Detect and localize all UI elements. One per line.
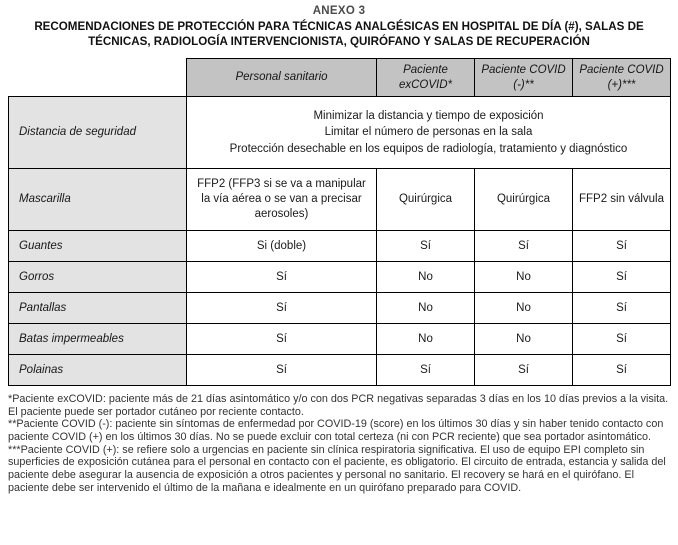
- distance-guidelines-cell: [187, 97, 671, 169]
- recommendations-table: [8, 58, 671, 386]
- row-label: Batas impermeables: [9, 324, 187, 355]
- row-label: Pantallas: [9, 293, 187, 324]
- footnote-covid-positivo: ***Paciente COVID (+): se refiere solo a urgencias en paciente sin clínica respiratoria significativa. El uso de equipo EPI completo sin superficies de exposición cutánea para el personal en contacto con el paciente, es obligatorio. El circuito de entrada, estancia y salida del paciente debe asegurar la ausencia de exposición a otros pacientes y personal no sanitario. El recovery se hará en el quirófano. El paciente debe ser intervenido el último de la mañana e idealmente en un quirófano preparado para COVID.: [8, 443, 666, 494]
- table-cell: No: [377, 293, 475, 324]
- table-cell: Sí: [377, 231, 475, 262]
- guideline-line: Minimizar la distancia y tiempo de exposición: [313, 109, 544, 122]
- table-cell: No: [475, 293, 573, 324]
- footnote-covid-negativo: **Paciente COVID (-): paciente sin síntomas de enfermedad por COVID-19 (score) en los últimos 30 días y sin haber tenido contacto con paciente COVID (+) en los últimos 30 días. No se puede excluir con total certeza (ni con PCR reciente) que sea portador asintomático.: [8, 418, 664, 443]
- table-cell: Quirúrgica: [377, 169, 475, 231]
- table-cell: Sí: [475, 231, 573, 262]
- footnotes-block: [8, 393, 670, 494]
- row-label: Distancia de seguridad: [9, 97, 187, 169]
- table-cell: Si (doble): [187, 231, 377, 262]
- table-cell: Sí: [573, 293, 671, 324]
- col-header-paciente-covid-negativo: Paciente COVID (-)**: [475, 59, 573, 97]
- table-cell: Sí: [187, 355, 377, 386]
- footnote-excovid: *Paciente exCOVID: paciente más de 21 días asintomático y/o con dos PCR negativas separadas 3 días en los 10 días previos a la visita. El paciente puede ser portador cutáneo por reciente contacto.: [8, 393, 669, 418]
- table-cell: Sí: [187, 324, 377, 355]
- annex-label: ANEXO 3: [312, 5, 366, 17]
- table-cell: Quirúrgica: [475, 169, 573, 231]
- col-header-paciente-excovid: Paciente exCOVID*: [377, 59, 475, 97]
- table-row-polainas: [9, 355, 671, 386]
- table-cell: Sí: [573, 231, 671, 262]
- table-cell: No: [475, 262, 573, 293]
- table-cell: Sí: [573, 324, 671, 355]
- table-cell: No: [475, 324, 573, 355]
- table-cell: Sí: [573, 262, 671, 293]
- table-cell: Sí: [187, 293, 377, 324]
- row-label: Guantes: [9, 231, 187, 262]
- table-cell: No: [377, 324, 475, 355]
- table-cell: FFP2 sin válvula: [573, 169, 671, 231]
- guideline-line: Limitar el número de personas en la sala: [324, 126, 533, 139]
- table-cell: Sí: [573, 355, 671, 386]
- col-header-paciente-covid-positivo: Paciente COVID (+)***: [573, 59, 671, 97]
- table-row-guantes: [9, 231, 671, 262]
- title-block: [8, 5, 670, 49]
- table-cell: Sí: [377, 355, 475, 386]
- guideline-line: Protección desechable en los equipos de radiología, tratamiento y diagnóstico: [229, 142, 628, 155]
- row-label: Gorros: [9, 262, 187, 293]
- row-label: Polainas: [9, 355, 187, 386]
- document-title: RECOMENDACIONES DE PROTECCIÓN PARA TÉCNICAS ANALGÉSICAS EN HOSPITAL DE DÍA (#), SALAS DE TÉCNICAS, RADIOLOGÍA INTERVENCIONISTA, QUIRÓFANO Y SALAS DE RECUPERACIÓN: [34, 20, 644, 49]
- table-row-mascarilla: [9, 169, 671, 231]
- table-row-gorros: [9, 262, 671, 293]
- row-label: Mascarilla: [9, 169, 187, 231]
- table-cell: Sí: [475, 355, 573, 386]
- col-header-personal-sanitario: Personal sanitario: [187, 59, 377, 97]
- table-cell: FFP2 (FFP3 si se va a manipular la vía aérea o se van a precisar aerosoles): [187, 169, 377, 231]
- corner-cell: [9, 59, 187, 97]
- table-row-batas-impermeables: [9, 324, 671, 355]
- table-row-pantallas: [9, 293, 671, 324]
- table-cell: Sí: [187, 262, 377, 293]
- header-row: [9, 59, 671, 97]
- table-row-distancia: [9, 97, 671, 169]
- table-cell: No: [377, 262, 475, 293]
